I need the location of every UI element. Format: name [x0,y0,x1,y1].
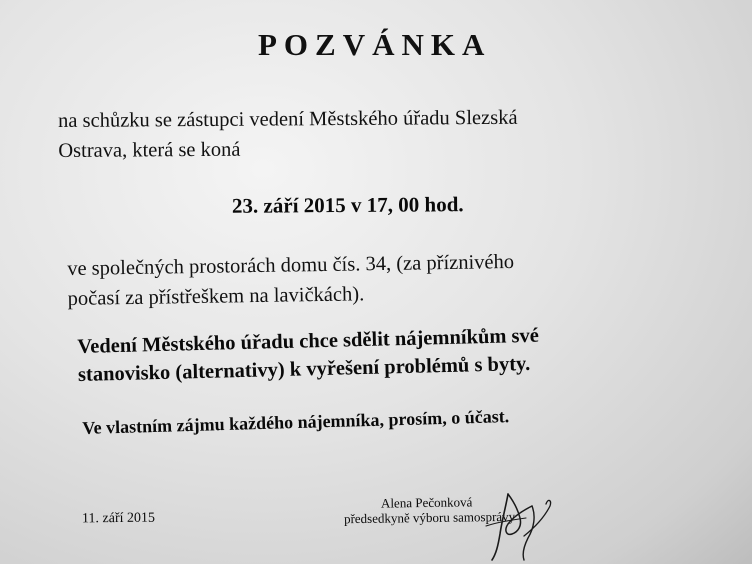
meeting-location-line-1: ve společných prostorách domu čís. 34, (za příznivého [67,250,515,280]
issue-date: 11. září 2015 [81,510,156,527]
handwritten-signature [478,476,568,564]
signatory-role: předsedkyně výboru samosprávy [343,508,516,527]
meeting-intro-line-2: Ostrava, která se koná [58,138,241,162]
meeting-location-line-2: počasí za přístřeškem na lavičkách). [67,283,365,310]
purpose-paragraph [77,322,540,389]
document-title: POZVÁNKA [258,27,492,62]
meeting-datetime: 23. září 2015 v 17, 00 hod. [231,192,464,218]
meeting-location-paragraph [67,247,515,314]
meeting-intro-paragraph [58,103,518,166]
meeting-intro-line-1: na schůzku se zástupci vedení Městského úřadu Slezská [58,106,518,132]
purpose-line-1: Vedení Městského úřadu chce sdělit nájemníkům své [77,324,540,358]
signatory-name: Alena Pečonková [380,494,473,511]
attendance-appeal: Ve vlastním zájmu každého nájemníka, prosím, o účast. [82,406,510,438]
purpose-line-2: stanovisko (alternativy) k vyřešení problémů s byty. [77,352,531,386]
